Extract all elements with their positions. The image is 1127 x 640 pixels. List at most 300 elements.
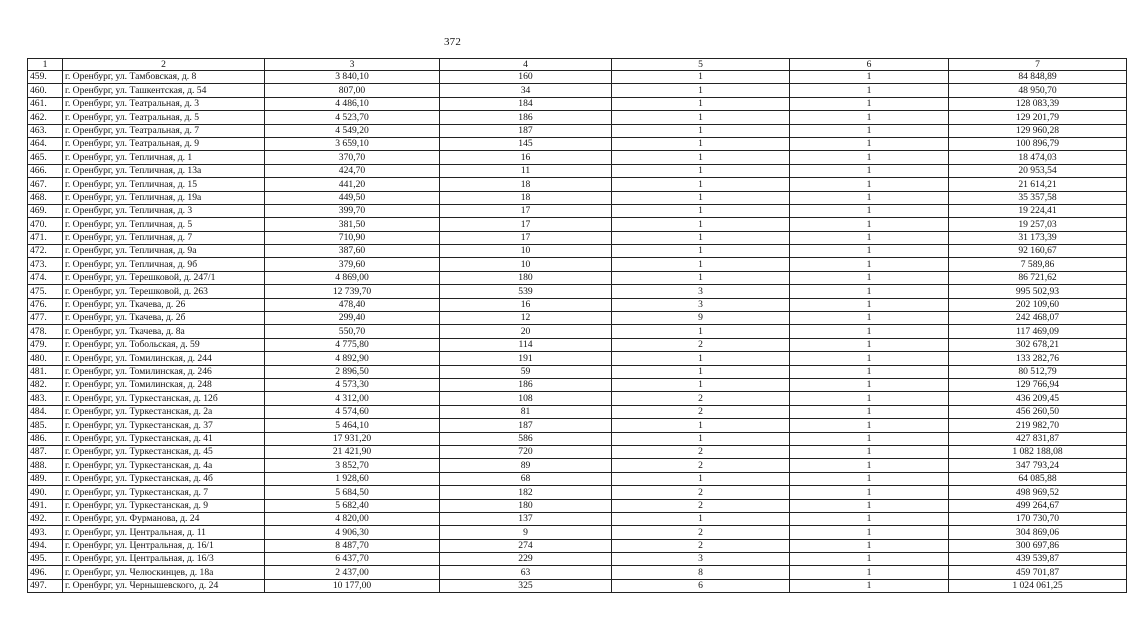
- address-cell: г. Оренбург, ул. Тепличная, д. 19а: [63, 191, 265, 204]
- col6-cell: 1: [790, 71, 949, 84]
- table-row: [28, 191, 1127, 204]
- residents-cell: 187: [440, 419, 612, 432]
- residents-cell: 160: [440, 71, 612, 84]
- amount-cell: 64 085,88: [949, 472, 1127, 485]
- residents-cell: 81: [440, 405, 612, 418]
- area-cell: 10 177,00: [265, 579, 440, 592]
- col5-cell: 3: [612, 285, 790, 298]
- area-cell: 17 931,20: [265, 432, 440, 445]
- area-cell: 1 928,60: [265, 472, 440, 485]
- col6-cell: 1: [790, 445, 949, 458]
- residents-cell: 137: [440, 512, 612, 525]
- col6-cell: 1: [790, 285, 949, 298]
- row-number: 476.: [28, 298, 63, 311]
- residents-cell: 18: [440, 178, 612, 191]
- table-row: [28, 84, 1127, 97]
- residents-cell: 274: [440, 539, 612, 552]
- area-cell: 424,70: [265, 164, 440, 177]
- address-cell: г. Оренбург, ул. Томилинская, д. 248: [63, 378, 265, 391]
- address-cell: г. Оренбург, ул. Театральная, д. 3: [63, 97, 265, 110]
- residents-cell: 325: [440, 579, 612, 592]
- residents-cell: 89: [440, 459, 612, 472]
- table-row: [28, 271, 1127, 284]
- area-cell: 387,60: [265, 245, 440, 258]
- row-number: 468.: [28, 191, 63, 204]
- amount-cell: 456 260,50: [949, 405, 1127, 418]
- residents-cell: 182: [440, 486, 612, 499]
- row-number: 481.: [28, 365, 63, 378]
- amount-cell: 202 109,60: [949, 298, 1127, 311]
- amount-cell: 995 502,93: [949, 285, 1127, 298]
- address-cell: г. Оренбург, ул. Томилинская, д. 244: [63, 352, 265, 365]
- table-row: [28, 218, 1127, 231]
- col5-cell: 2: [612, 405, 790, 418]
- table-row: [28, 338, 1127, 351]
- address-cell: г. Оренбург, ул. Тепличная, д. 9а: [63, 245, 265, 258]
- address-cell: г. Оренбург, ул. Ткачева, д. 8а: [63, 325, 265, 338]
- table-row: [28, 352, 1127, 365]
- table-row: [28, 285, 1127, 298]
- col5-cell: 1: [612, 137, 790, 150]
- area-cell: 4 906,30: [265, 526, 440, 539]
- header-row: [28, 59, 1127, 71]
- col6-cell: 1: [790, 258, 949, 271]
- col5-cell: 1: [612, 432, 790, 445]
- address-cell: г. Оренбург, ул. Туркестанская, д. 9: [63, 499, 265, 512]
- table-row: [28, 178, 1127, 191]
- residents-cell: 63: [440, 566, 612, 579]
- residents-cell: 59: [440, 365, 612, 378]
- amount-cell: 86 721,62: [949, 271, 1127, 284]
- table-row: [28, 526, 1127, 539]
- amount-cell: 1 082 188,08: [949, 445, 1127, 458]
- address-cell: г. Оренбург, ул. Театральная, д. 9: [63, 137, 265, 150]
- residents-cell: 186: [440, 378, 612, 391]
- col6-cell: 1: [790, 499, 949, 512]
- col5-cell: 2: [612, 392, 790, 405]
- area-cell: 4 869,00: [265, 271, 440, 284]
- table-row: [28, 472, 1127, 485]
- address-cell: г. Оренбург, ул. Ткачева, д. 26: [63, 298, 265, 311]
- col5-cell: 1: [612, 84, 790, 97]
- address-cell: г. Оренбург, ул. Туркестанская, д. 41: [63, 432, 265, 445]
- col6-cell: 1: [790, 338, 949, 351]
- col5-cell: 1: [612, 71, 790, 84]
- col6-cell: 1: [790, 298, 949, 311]
- area-cell: 21 421,90: [265, 445, 440, 458]
- table-row: [28, 298, 1127, 311]
- area-cell: 710,90: [265, 231, 440, 244]
- area-cell: 550,70: [265, 325, 440, 338]
- residents-cell: 17: [440, 231, 612, 244]
- col6-cell: 1: [790, 111, 949, 124]
- amount-cell: 129 960,28: [949, 124, 1127, 137]
- address-cell: г. Оренбург, ул. Туркестанская, д. 4а: [63, 459, 265, 472]
- amount-cell: 7 589,86: [949, 258, 1127, 271]
- table-row: [28, 432, 1127, 445]
- col6-cell: 1: [790, 218, 949, 231]
- table-row: [28, 231, 1127, 244]
- table-row: [28, 392, 1127, 405]
- table-body: [28, 71, 1127, 593]
- amount-cell: 21 614,21: [949, 178, 1127, 191]
- amount-cell: 48 950,70: [949, 84, 1127, 97]
- row-number: 462.: [28, 111, 63, 124]
- amount-cell: 35 357,58: [949, 191, 1127, 204]
- table-row: [28, 539, 1127, 552]
- col5-cell: 1: [612, 419, 790, 432]
- row-number: 474.: [28, 271, 63, 284]
- col6-cell: 1: [790, 526, 949, 539]
- row-number: 485.: [28, 419, 63, 432]
- column-header: 6: [790, 59, 949, 71]
- table-row: [28, 325, 1127, 338]
- address-cell: г. Оренбург, ул. Туркестанская, д. 4б: [63, 472, 265, 485]
- amount-cell: 170 730,70: [949, 512, 1127, 525]
- amount-cell: 302 678,21: [949, 338, 1127, 351]
- amount-cell: 117 469,09: [949, 325, 1127, 338]
- row-number: 488.: [28, 459, 63, 472]
- area-cell: 4 574,60: [265, 405, 440, 418]
- col5-cell: 1: [612, 352, 790, 365]
- table-row: [28, 445, 1127, 458]
- col6-cell: 1: [790, 365, 949, 378]
- table-row: [28, 553, 1127, 566]
- table-row: [28, 486, 1127, 499]
- amount-cell: 100 896,79: [949, 137, 1127, 150]
- row-number: 465.: [28, 151, 63, 164]
- col5-cell: 1: [612, 204, 790, 217]
- table-row: [28, 137, 1127, 150]
- amount-cell: 459 701,87: [949, 566, 1127, 579]
- col6-cell: 1: [790, 164, 949, 177]
- col6-cell: 1: [790, 539, 949, 552]
- row-number: 479.: [28, 338, 63, 351]
- row-number: 471.: [28, 231, 63, 244]
- column-header: 3: [265, 59, 440, 71]
- col5-cell: 2: [612, 445, 790, 458]
- residents-cell: 16: [440, 298, 612, 311]
- row-number: 466.: [28, 164, 63, 177]
- residents-cell: 229: [440, 553, 612, 566]
- col5-cell: 8: [612, 566, 790, 579]
- address-cell: г. Оренбург, ул. Тепличная, д. 7: [63, 231, 265, 244]
- area-cell: 4 549,20: [265, 124, 440, 137]
- col6-cell: 1: [790, 84, 949, 97]
- table-row: [28, 245, 1127, 258]
- area-cell: 3 852,70: [265, 459, 440, 472]
- row-number: 491.: [28, 499, 63, 512]
- residents-cell: 539: [440, 285, 612, 298]
- col5-cell: 1: [612, 97, 790, 110]
- amount-cell: 128 083,39: [949, 97, 1127, 110]
- amount-cell: 498 969,52: [949, 486, 1127, 499]
- row-number: 483.: [28, 392, 63, 405]
- address-cell: г. Оренбург, ул. Ткачева, д. 2б: [63, 312, 265, 325]
- address-cell: г. Оренбург, ул. Терешковой, д. 247/1: [63, 271, 265, 284]
- address-cell: г. Оренбург, ул. Тамбовская, д. 8: [63, 71, 265, 84]
- address-cell: г. Оренбург, ул. Тепличная, д. 5: [63, 218, 265, 231]
- column-header: 4: [440, 59, 612, 71]
- residents-cell: 145: [440, 137, 612, 150]
- col5-cell: 3: [612, 553, 790, 566]
- column-header: 2: [63, 59, 265, 71]
- col5-cell: 1: [612, 191, 790, 204]
- amount-cell: 80 512,79: [949, 365, 1127, 378]
- col5-cell: 1: [612, 472, 790, 485]
- amount-cell: 436 209,45: [949, 392, 1127, 405]
- amount-cell: 242 468,07: [949, 312, 1127, 325]
- amount-cell: 129 201,79: [949, 111, 1127, 124]
- col6-cell: 1: [790, 579, 949, 592]
- table-row: [28, 204, 1127, 217]
- row-number: 493.: [28, 526, 63, 539]
- col5-cell: 1: [612, 178, 790, 191]
- row-number: 489.: [28, 472, 63, 485]
- residents-cell: 34: [440, 84, 612, 97]
- col5-cell: 2: [612, 526, 790, 539]
- row-number: 482.: [28, 378, 63, 391]
- address-cell: г. Оренбург, ул. Тепличная, д. 13а: [63, 164, 265, 177]
- row-number: 473.: [28, 258, 63, 271]
- col6-cell: 1: [790, 231, 949, 244]
- address-cell: г. Оренбург, ул. Тепличная, д. 3: [63, 204, 265, 217]
- col5-cell: 2: [612, 499, 790, 512]
- residents-cell: 191: [440, 352, 612, 365]
- area-cell: 3 840,10: [265, 71, 440, 84]
- col6-cell: 1: [790, 566, 949, 579]
- col5-cell: 1: [612, 245, 790, 258]
- col5-cell: 6: [612, 579, 790, 592]
- residents-cell: 12: [440, 312, 612, 325]
- amount-cell: 300 697,86: [949, 539, 1127, 552]
- row-number: 494.: [28, 539, 63, 552]
- area-cell: 4 775,80: [265, 338, 440, 351]
- residents-cell: 114: [440, 338, 612, 351]
- col5-cell: 2: [612, 338, 790, 351]
- address-cell: г. Оренбург, ул. Туркестанская, д. 7: [63, 486, 265, 499]
- row-number: 459.: [28, 71, 63, 84]
- col5-cell: 1: [612, 164, 790, 177]
- column-header: 7: [949, 59, 1127, 71]
- table-row: [28, 512, 1127, 525]
- residents-cell: 68: [440, 472, 612, 485]
- amount-cell: 20 953,54: [949, 164, 1127, 177]
- area-cell: 5 464,10: [265, 419, 440, 432]
- col6-cell: 1: [790, 271, 949, 284]
- col6-cell: 1: [790, 459, 949, 472]
- table-row: [28, 97, 1127, 110]
- amount-cell: 427 831,87: [949, 432, 1127, 445]
- address-cell: г. Оренбург, ул. Туркестанская, д. 2а: [63, 405, 265, 418]
- row-number: 472.: [28, 245, 63, 258]
- col5-cell: 1: [612, 231, 790, 244]
- col5-cell: 9: [612, 312, 790, 325]
- col5-cell: 1: [612, 124, 790, 137]
- col6-cell: 1: [790, 97, 949, 110]
- address-cell: г. Оренбург, ул. Тепличная, д. 9б: [63, 258, 265, 271]
- amount-cell: 1 024 061,25: [949, 579, 1127, 592]
- residents-cell: 180: [440, 499, 612, 512]
- amount-cell: 84 848,89: [949, 71, 1127, 84]
- col5-cell: 2: [612, 486, 790, 499]
- page-number: 372: [443, 36, 462, 48]
- address-cell: г. Оренбург, ул. Томилинская, д. 246: [63, 365, 265, 378]
- address-cell: г. Оренбург, ул. Фурманова, д. 24: [63, 512, 265, 525]
- col6-cell: 1: [790, 512, 949, 525]
- col6-cell: 1: [790, 124, 949, 137]
- amount-cell: 304 869,06: [949, 526, 1127, 539]
- address-cell: г. Оренбург, ул. Театральная, д. 7: [63, 124, 265, 137]
- col6-cell: 1: [790, 378, 949, 391]
- area-cell: 2 896,50: [265, 365, 440, 378]
- amount-cell: 19 224,41: [949, 204, 1127, 217]
- amount-cell: 18 474,03: [949, 151, 1127, 164]
- residents-cell: 11: [440, 164, 612, 177]
- row-number: 461.: [28, 97, 63, 110]
- address-cell: г. Оренбург, ул. Центральная, д. 16/3: [63, 553, 265, 566]
- col6-cell: 1: [790, 137, 949, 150]
- table-row: [28, 419, 1127, 432]
- col6-cell: 1: [790, 204, 949, 217]
- row-number: 460.: [28, 84, 63, 97]
- amount-cell: 499 264,67: [949, 499, 1127, 512]
- table-row: [28, 459, 1127, 472]
- col6-cell: 1: [790, 392, 949, 405]
- amount-cell: 19 257,03: [949, 218, 1127, 231]
- address-cell: г. Оренбург, ул. Центральная, д. 11: [63, 526, 265, 539]
- residents-cell: 586: [440, 432, 612, 445]
- residents-cell: 17: [440, 204, 612, 217]
- area-cell: 12 739,70: [265, 285, 440, 298]
- residents-cell: 187: [440, 124, 612, 137]
- table-row: [28, 151, 1127, 164]
- area-cell: 6 437,70: [265, 553, 440, 566]
- area-cell: 5 682,40: [265, 499, 440, 512]
- address-cell: г. Оренбург, ул. Терешковой, д. 263: [63, 285, 265, 298]
- column-header: 5: [612, 59, 790, 71]
- address-cell: г. Оренбург, ул. Ташкентская, д. 54: [63, 84, 265, 97]
- amount-cell: 92 160,67: [949, 245, 1127, 258]
- col5-cell: 2: [612, 539, 790, 552]
- address-cell: г. Оренбург, ул. Центральная, д. 16/1: [63, 539, 265, 552]
- col6-cell: 1: [790, 486, 949, 499]
- area-cell: 449,50: [265, 191, 440, 204]
- area-cell: 4 312,00: [265, 392, 440, 405]
- col6-cell: 1: [790, 191, 949, 204]
- table-row: [28, 71, 1127, 84]
- table-row: [28, 579, 1127, 592]
- address-cell: г. Оренбург, ул. Туркестанская, д. 12б: [63, 392, 265, 405]
- area-cell: 5 684,50: [265, 486, 440, 499]
- col5-cell: 1: [612, 512, 790, 525]
- col5-cell: 1: [612, 111, 790, 124]
- col6-cell: 1: [790, 432, 949, 445]
- area-cell: 478,40: [265, 298, 440, 311]
- area-cell: 381,50: [265, 218, 440, 231]
- table-row: [28, 124, 1127, 137]
- table-row: [28, 365, 1127, 378]
- address-cell: г. Оренбург, ул. Тепличная, д. 1: [63, 151, 265, 164]
- area-cell: 4 523,70: [265, 111, 440, 124]
- row-number: 480.: [28, 352, 63, 365]
- col5-cell: 1: [612, 258, 790, 271]
- amount-cell: 31 173,39: [949, 231, 1127, 244]
- col6-cell: 1: [790, 325, 949, 338]
- col6-cell: 1: [790, 352, 949, 365]
- col6-cell: 1: [790, 245, 949, 258]
- residents-cell: 9: [440, 526, 612, 539]
- row-number: 484.: [28, 405, 63, 418]
- row-number: 463.: [28, 124, 63, 137]
- table-row: [28, 312, 1127, 325]
- area-cell: 399,70: [265, 204, 440, 217]
- row-number: 492.: [28, 512, 63, 525]
- col6-cell: 1: [790, 472, 949, 485]
- col5-cell: 2: [612, 459, 790, 472]
- row-number: 478.: [28, 325, 63, 338]
- residents-cell: 10: [440, 258, 612, 271]
- row-number: 477.: [28, 312, 63, 325]
- residents-cell: 17: [440, 218, 612, 231]
- table-row: [28, 378, 1127, 391]
- area-cell: 3 659,10: [265, 137, 440, 150]
- table-row: [28, 566, 1127, 579]
- residents-cell: 720: [440, 445, 612, 458]
- area-cell: 441,20: [265, 178, 440, 191]
- residents-cell: 186: [440, 111, 612, 124]
- residents-cell: 18: [440, 191, 612, 204]
- area-cell: 4 573,30: [265, 378, 440, 391]
- col6-cell: 1: [790, 178, 949, 191]
- amount-cell: 219 982,70: [949, 419, 1127, 432]
- table-row: [28, 111, 1127, 124]
- col6-cell: 1: [790, 312, 949, 325]
- area-cell: 8 487,70: [265, 539, 440, 552]
- area-cell: 379,60: [265, 258, 440, 271]
- row-number: 464.: [28, 137, 63, 150]
- row-number: 490.: [28, 486, 63, 499]
- row-number: 497.: [28, 579, 63, 592]
- residents-cell: 108: [440, 392, 612, 405]
- area-cell: 4 892,90: [265, 352, 440, 365]
- row-number: 496.: [28, 566, 63, 579]
- area-cell: 807,00: [265, 84, 440, 97]
- col6-cell: 1: [790, 553, 949, 566]
- address-cell: г. Оренбург, ул. Тепличная, д. 15: [63, 178, 265, 191]
- address-cell: г. Оренбург, ул. Чернышевского, д. 24: [63, 579, 265, 592]
- address-cell: г. Оренбург, ул. Туркестанская, д. 37: [63, 419, 265, 432]
- col5-cell: 1: [612, 151, 790, 164]
- table-row: [28, 499, 1127, 512]
- address-cell: г. Оренбург, ул. Тобольская, д. 59: [63, 338, 265, 351]
- registry-table: [27, 58, 1127, 593]
- row-number: 469.: [28, 204, 63, 217]
- col6-cell: 1: [790, 419, 949, 432]
- residents-cell: 180: [440, 271, 612, 284]
- col6-cell: 1: [790, 151, 949, 164]
- residents-cell: 16: [440, 151, 612, 164]
- residents-cell: 10: [440, 245, 612, 258]
- amount-cell: 439 539,87: [949, 553, 1127, 566]
- col5-cell: 1: [612, 271, 790, 284]
- row-number: 470.: [28, 218, 63, 231]
- col5-cell: 1: [612, 325, 790, 338]
- amount-cell: 129 766,94: [949, 378, 1127, 391]
- col5-cell: 3: [612, 298, 790, 311]
- table-row: [28, 164, 1127, 177]
- address-cell: г. Оренбург, ул. Туркестанская, д. 45: [63, 445, 265, 458]
